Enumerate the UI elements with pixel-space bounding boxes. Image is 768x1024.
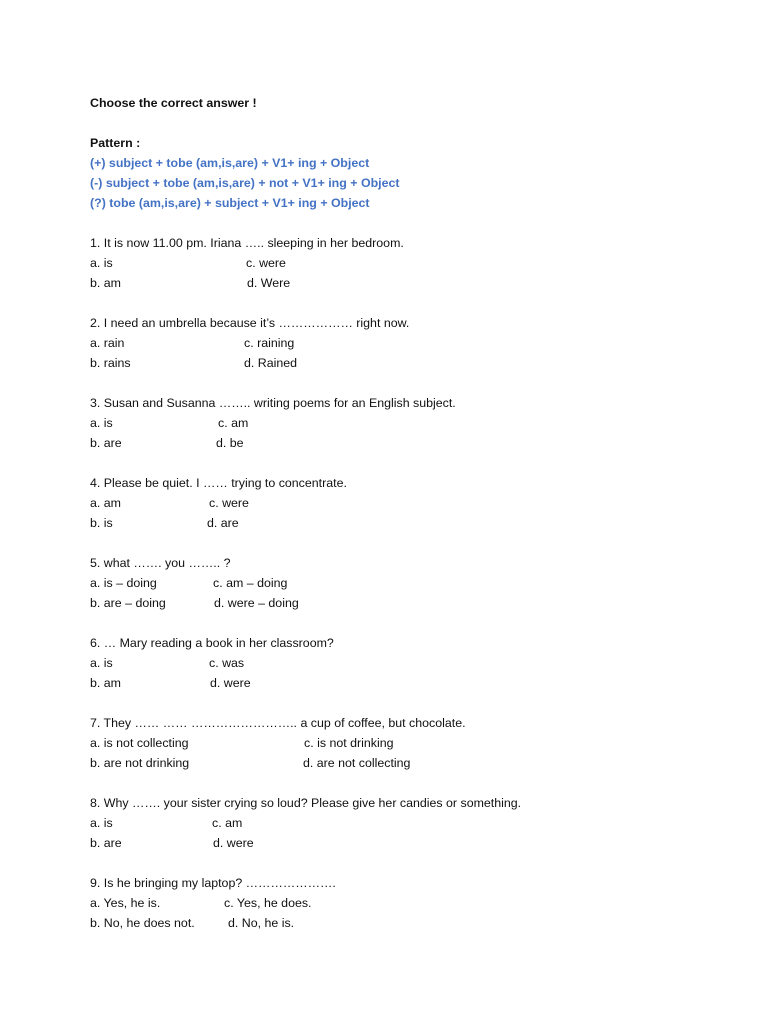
option-b: b. are (90, 436, 122, 450)
option-b: b. are (90, 836, 122, 850)
option-c: c. am (212, 816, 243, 830)
option-b: b. are not drinking (90, 756, 190, 770)
option-d: d. were (213, 836, 254, 850)
spacer (90, 113, 730, 133)
option-d: d. Were (247, 276, 291, 290)
option-d: d. were – doing (214, 596, 299, 610)
option-a: a. is – doing (90, 576, 157, 590)
spacer (90, 453, 730, 473)
option-c: c. was (209, 656, 245, 670)
option-b: b. are – doing (90, 596, 166, 610)
question-7-options-row-2 (90, 753, 730, 773)
option-c: c. am – doing (213, 576, 288, 590)
question-2-text: 2. I need an umbrella because it’s ……………… right now. (90, 316, 410, 330)
option-b: b. is (90, 516, 113, 530)
option-b: b. rains (90, 356, 131, 370)
option-a: a. is not collecting (90, 736, 189, 750)
option-a: a. is (90, 256, 113, 270)
question-1-options-row-2 (90, 273, 730, 293)
option-c: c. were (209, 496, 249, 510)
option-c: c. Yes, he does. (224, 896, 312, 910)
option-d: d. are not collecting (303, 756, 411, 770)
question-8-options-row-2 (90, 833, 730, 853)
question-2-options-row-1 (90, 333, 730, 353)
spacer (90, 293, 730, 313)
question-3-options-row-1 (90, 413, 730, 433)
option-a: a. am (90, 496, 121, 510)
spacer (90, 533, 730, 553)
spacer (90, 373, 730, 393)
question-6-options-row-1 (90, 653, 730, 673)
question-8-text: 8. Why ……. your sister crying so loud? Please give her candies or something. (90, 796, 522, 810)
option-d: d. No, he is. (228, 916, 295, 930)
question-9-options-row-1 (90, 893, 730, 913)
option-c: c. raining (244, 336, 295, 350)
spacer (90, 693, 730, 713)
option-d: d. were (210, 676, 251, 690)
question-9-options-row-2 (90, 913, 730, 933)
question-5-text: 5. what ……. you …….. ? (90, 556, 231, 570)
question-4-options-row-2 (90, 513, 730, 533)
pattern-question: (?) tobe (am,is,are) + subject + V1+ ing + Object (90, 196, 370, 210)
pattern-negative: (-) subject + tobe (am,is,are) + not + V1+ ing + Object (90, 176, 400, 190)
option-a: a. is (90, 816, 113, 830)
option-b: b. No, he does not. (90, 916, 195, 930)
option-a: a. is (90, 416, 113, 430)
option-d: d. Rained (244, 356, 298, 370)
question-8-options-row-1 (90, 813, 730, 833)
pattern-positive: (+) subject + tobe (am,is,are) + V1+ ing + Object (90, 156, 370, 170)
option-b: b. am (90, 676, 121, 690)
worksheet (90, 93, 730, 933)
question-2-options-row-2 (90, 353, 730, 373)
page-title: Choose the correct answer ! (90, 96, 257, 110)
spacer (90, 613, 730, 633)
spacer (90, 773, 730, 793)
option-d: d. are (207, 516, 239, 530)
question-1-text: 1. It is now 11.00 pm. Iriana ….. sleeping in her bedroom. (90, 236, 404, 250)
spacer (90, 853, 730, 873)
option-d: d. be (216, 436, 244, 450)
question-7-options-row-1 (90, 733, 730, 753)
question-5-options-row-1 (90, 573, 730, 593)
option-b: b. am (90, 276, 121, 290)
question-9-text: 9. Is he bringing my laptop? …………………. (90, 876, 336, 890)
question-4-options-row-1 (90, 493, 730, 513)
question-1-options-row-1 (90, 253, 730, 273)
option-a: a. is (90, 656, 113, 670)
option-a: a. rain (90, 336, 125, 350)
question-6-text: 6. … Mary reading a book in her classroom? (90, 636, 334, 650)
option-c: c. am (218, 416, 249, 430)
question-3-options-row-2 (90, 433, 730, 453)
question-7-text: 7. They …… …… …………………….. a cup of coffee, but chocolate. (90, 716, 466, 730)
option-c: c. were (246, 256, 286, 270)
option-c: c. is not drinking (304, 736, 394, 750)
question-5-options-row-2 (90, 593, 730, 613)
spacer (90, 213, 730, 233)
question-4-text: 4. Please be quiet. I …… trying to concentrate. (90, 476, 347, 490)
option-a: a. Yes, he is. (90, 896, 161, 910)
pattern-label: Pattern : (90, 136, 141, 150)
question-6-options-row-2 (90, 673, 730, 693)
question-3-text: 3. Susan and Susanna …….. writing poems for an English subject. (90, 396, 456, 410)
